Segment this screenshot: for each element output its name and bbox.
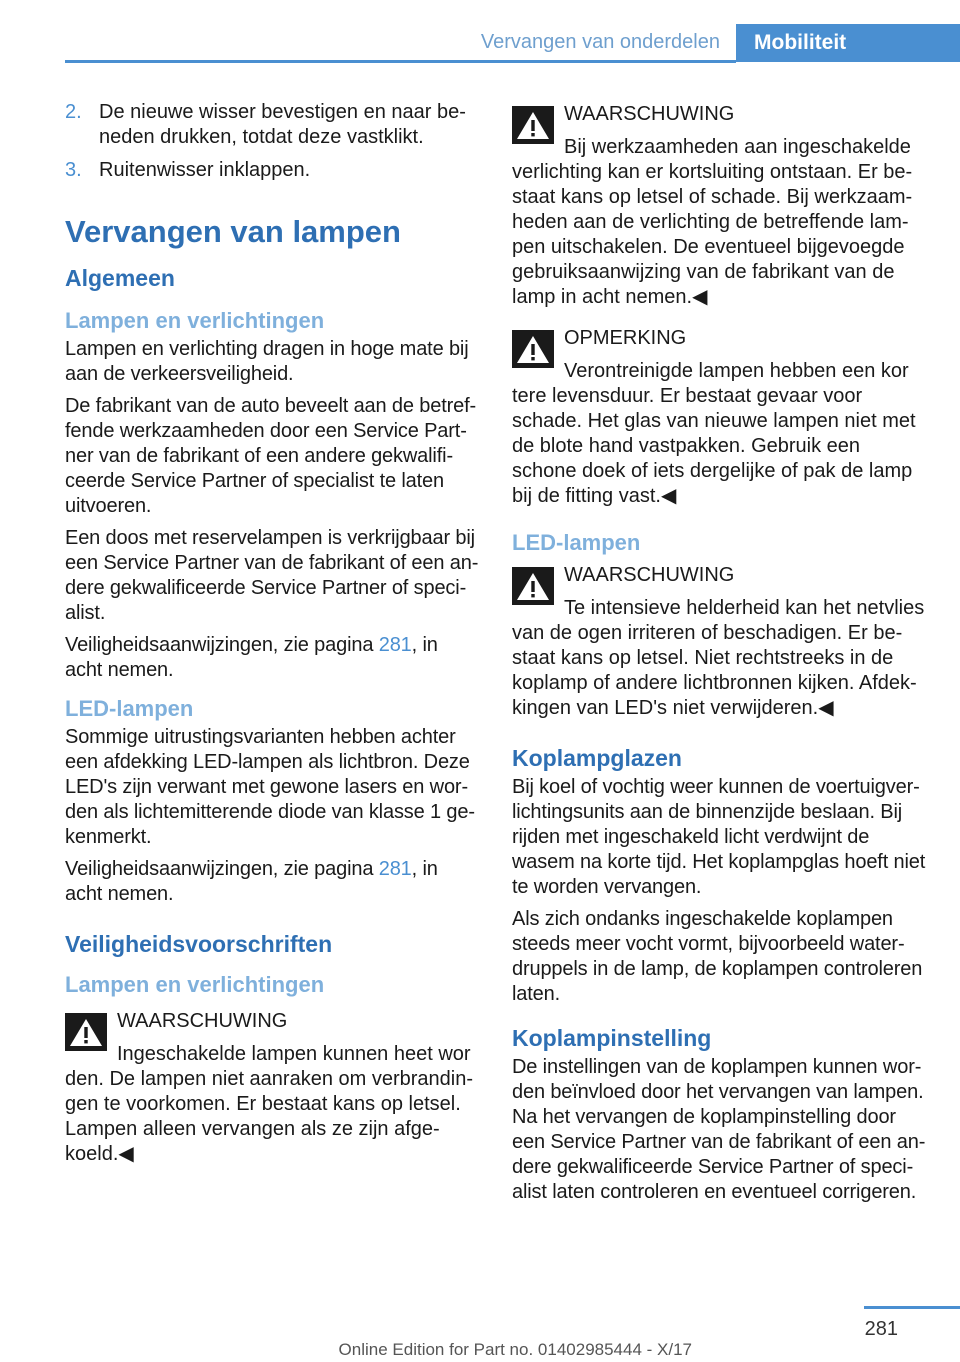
paragraph: Bij koel of vochtig weer kunnen de voertuigverlichtingsunits aan de binnenzijde beslaan. Bij rijden met ingeschakeld licht verdwijnt de wasem na korte tijd. Het koplampglas hoeft niet te worden vervangen. — [512, 776, 926, 898]
subsection-heading: Veiligheidsvoorschriften — [65, 931, 333, 957]
reference-text: , in acht nemen. — [65, 858, 438, 905]
paragraph: Lampen en verlichting dragen in hoge mate bij aan de verkeersveiligheid. — [65, 338, 469, 385]
topic-heading: Lampen en verlichtingen — [65, 308, 325, 333]
list-item — [65, 100, 480, 150]
warning-block — [512, 563, 930, 721]
paragraph: Een doos met reservelampen is verkrijgbaar bij een Service Partner van de fabrikant of een andere gekwalificeerde Service Partner of specialist. — [65, 527, 479, 624]
warning-text: Te intensieve helderheid kan het netvlies — [564, 597, 925, 619]
header-section-title: Vervangen van onderdelen — [480, 31, 720, 53]
page-link[interactable]: 281 — [378, 858, 412, 880]
list-number: 3. — [65, 159, 82, 181]
warning-text: Bij werkzaamheden aan ingeschakelde — [564, 136, 911, 158]
left-column — [65, 100, 480, 1183]
warning-text: verlichting kan er kortsluiting ontstaan. Er bestaat kans op letsel of schade. Bij werkzaamheden aan de verlichting de betreffende lampen uitschakelen. De eventueel bijgevoegde gebruiksaanwijzing van de fabrikant van de lamp in acht nemen.◀ — [512, 161, 913, 308]
reference-text: Veiligheidsaanwijzingen, zie pagina — [65, 858, 379, 880]
list-text: Ruitenwisser inklappen. — [99, 159, 311, 181]
topic-heading: LED-lampen — [65, 696, 194, 721]
list-number: 2. — [65, 101, 82, 123]
page-link[interactable]: 281 — [378, 634, 412, 656]
warning-block — [512, 102, 930, 310]
paragraph: Als zich ondanks ingeschakelde koplampen steeds meer vocht vormt, bijvoorbeeld waterdruppels in de lamp, de koplampen controleren laten. — [512, 908, 923, 1005]
warning-triangle-icon — [65, 1013, 107, 1051]
reference-text: Veiligheidsaanwijzingen, zie pagina — [65, 634, 379, 656]
page-number: 281 — [864, 1318, 898, 1340]
header-chapter-tab: Mobiliteit — [736, 24, 960, 62]
note-text: Verontreinigde lampen hebben een kor — [564, 360, 909, 382]
paragraph-reference — [65, 633, 480, 683]
list-item — [65, 158, 480, 183]
list-text: De nieuwe wisser bevestigen en naar beneden drukken, totdat deze vastklikt. — [99, 101, 466, 148]
warning-title: WAARSCHUWING — [564, 103, 735, 125]
warning-text: van de ogen irriteren of beschadigen. Er bestaat kans op letsel. Niet rechtstreeks in de koplamp of andere lichtbronnen kijken. Afdekkingen van LED's niet verwijderen.◀ — [512, 622, 917, 719]
warning-triangle-icon — [512, 330, 554, 368]
note-title: OPMERKING — [564, 327, 687, 349]
reference-text: , in acht nemen. — [65, 634, 438, 681]
paragraph: Sommige uitrustingsvarianten hebben achter een afdekking LED-lampen als lichtbron. Deze LED's zijn verwant met gewone lasers en worden als lichtemitterende diode van klasse 1 gekenmerkt. — [65, 726, 476, 848]
topic-heading: LED-lampen — [512, 530, 641, 555]
right-column — [512, 100, 930, 1212]
header-rule — [65, 60, 736, 63]
footer-rule — [864, 1306, 960, 1309]
note-text: tere levensduur. Er bestaat gevaar voor schade. Het glas van nieuwe lampen niet met de blote hand vastpakken. Gebruik een schone doek of iets dergelijke of pak de lamp bij de fitting vast.◀ — [512, 385, 916, 507]
topic-heading: Lampen en verlichtingen — [65, 972, 325, 997]
warning-text: Ingeschakelde lampen kunnen heet wor — [117, 1043, 471, 1065]
footer-edition: Online Edition for Part no. 01402985444 - X/17 — [338, 1340, 692, 1359]
paragraph-reference — [65, 857, 480, 907]
warning-title: WAARSCHUWING — [117, 1010, 288, 1032]
warning-text: den. De lampen niet aanraken om verbrandingen te voorkomen. Er bestaat kans op letsel. Lampen alleen vervangen als ze zijn afgekoeld.◀ — [65, 1068, 474, 1165]
warning-block — [65, 1009, 480, 1167]
page-header — [0, 0, 960, 62]
subsection-heading: Algemeen — [65, 265, 175, 291]
paragraph: De fabrikant van de auto beveelt aan de betreffende werkzaamheden door een Service Partner van de fabrikant of een andere gekwalificeerde Service Partner of specialist te laten uitvoeren. — [65, 395, 477, 517]
subsection-heading: Koplampinstelling — [512, 1025, 712, 1051]
warning-triangle-icon — [512, 106, 554, 144]
warning-title: WAARSCHUWING — [564, 564, 735, 586]
paragraph: De instellingen van de koplampen kunnen worden beïnvloed door het vervangen van lampen. Na het vervangen de koplampinstelling door een Service Partner van de fabrikant of een andere gekwalificeerde Service Partner of specialist laten controleren en eventueel corrigeren. — [512, 1056, 926, 1203]
subsection-heading: Koplampglazen — [512, 745, 682, 771]
section-heading: Vervangen van lampen — [65, 214, 401, 249]
warning-triangle-icon — [512, 567, 554, 605]
note-block — [512, 326, 930, 509]
